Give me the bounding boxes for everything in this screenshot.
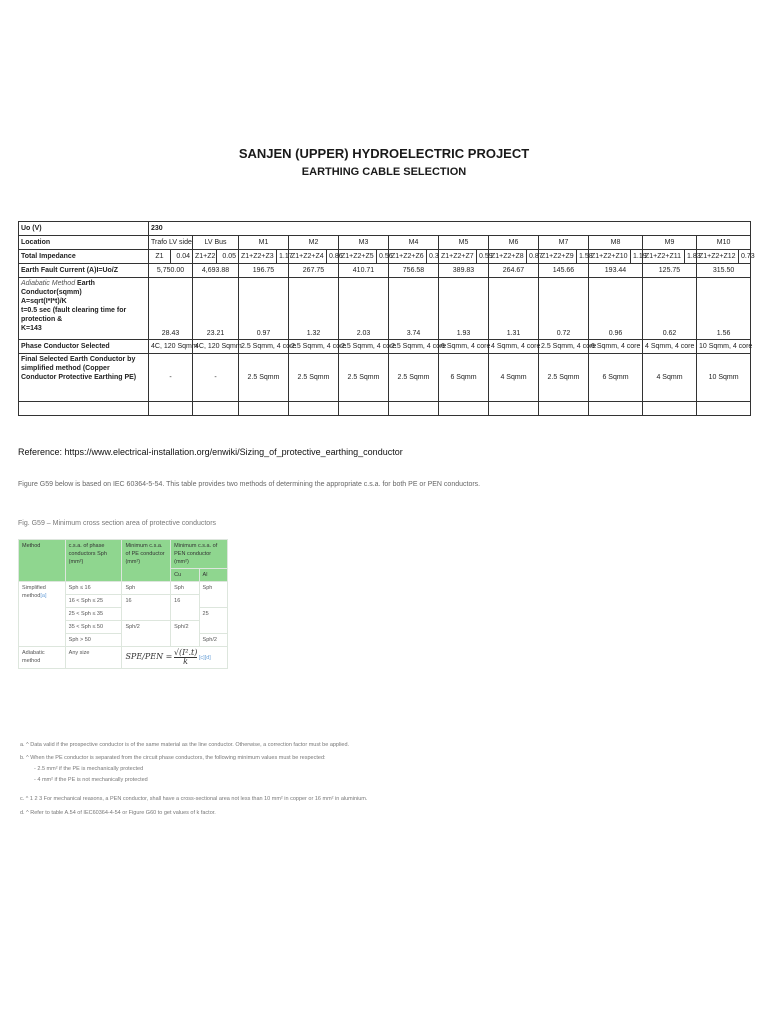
adiabatic-value: 0.97 [239, 278, 289, 340]
impedance-value: 0.86 [327, 250, 339, 264]
phase-value: 4C, 120 Sqmm [149, 340, 193, 354]
final-value: 2.5 Sqmm [339, 354, 389, 402]
fault-value: 4,693.88 [193, 264, 239, 278]
uo-label: Uo (V) [19, 222, 149, 236]
fault-value: 145.66 [539, 264, 589, 278]
location-cell: M10 [697, 236, 751, 250]
fig-simplified-method [19, 582, 66, 647]
impedance-expr: Z1+Z2 [193, 250, 217, 264]
footnote-b2: - 4 mm² if the PE is not mechanically protected [34, 777, 148, 783]
figure-intro: Figure G59 below is based on IEC 60364-5-54. This table provides two methods of determining the appropriate c.s.a. for both PE or PEN conductors. [18, 481, 481, 488]
location-cell: M1 [239, 236, 289, 250]
location-cell: M8 [589, 236, 643, 250]
adiabatic-conductor-label: Earth Conductor(sqmm) [21, 280, 95, 296]
fig-simplified-label: Simplified method [22, 585, 46, 599]
adiabatic-label [19, 278, 149, 340]
earthing-cable-table [18, 221, 755, 416]
footnote-ref[interactable]: [c][d] [198, 654, 211, 661]
fig-pe-cell: Sph/2 [122, 621, 171, 647]
final-label: Final Selected Earth Conductor by simplified method (Copper Conductor Protective Earthing PE) [19, 354, 149, 402]
fig-csa-cell: 35 < Sph ≤ 50 [65, 621, 122, 634]
fault-value: 315.50 [697, 264, 751, 278]
fig-row [19, 582, 228, 595]
fault-label: Earth Fault Current (A)I=Uo/Z [19, 264, 149, 278]
reference-link[interactable]: Reference: https://www.electrical-installation.org/enwiki/Sizing_of_protective_earthing_conductor [18, 447, 403, 457]
impedance-expr: Z1+Z2+Z10 [589, 250, 631, 264]
impedance-value: 0.56 [377, 250, 389, 264]
empty-cell [439, 402, 489, 416]
fault-value: 267.75 [289, 264, 339, 278]
adiabatic-value: 2.03 [339, 278, 389, 340]
fig-csa-cell: 16 < Sph ≤ 25 [65, 595, 122, 608]
fault-value: 193.44 [589, 264, 643, 278]
phase-value: 2.5 Sqmm, 4 core [539, 340, 589, 354]
row-uo [19, 222, 751, 236]
empty-cell [239, 402, 289, 416]
formula-denominator: k [183, 657, 189, 666]
uo-value: 230 [149, 222, 751, 236]
location-cell: M2 [289, 236, 339, 250]
fig-header-al: Al [199, 569, 227, 582]
empty-cell [19, 402, 149, 416]
adiabatic-value: 1.31 [489, 278, 539, 340]
impedance-value: 0.87 [527, 250, 539, 264]
impedance-expr: Z1+Z2+Z8 [489, 250, 527, 264]
impedance-value: 0.73 [739, 250, 751, 264]
impedance-expr: Z1 [149, 250, 171, 264]
fig-pe-cell: Sph [122, 582, 171, 595]
location-cell: Trafo LV side [149, 236, 193, 250]
impedance-value: 0.05 [217, 250, 239, 264]
footnote-b: b. ^ When the PE conductor is separated from the circuit phase conductors, the following minimum values must be respected: [20, 755, 326, 761]
final-value: 2.5 Sqmm [239, 354, 289, 402]
location-label: Location [19, 236, 149, 250]
document-subtitle: EARTHING CABLE SELECTION [301, 166, 467, 178]
impedance-value: 1.58 [577, 250, 589, 264]
fault-value: 125.75 [643, 264, 697, 278]
adiabatic-value: 0.72 [539, 278, 589, 340]
empty-cell [289, 402, 339, 416]
final-value: 4 Sqmm [489, 354, 539, 402]
fig-csa-cell: Sph ≤ 16 [65, 582, 122, 595]
final-value: - [149, 354, 193, 402]
fig-header-pe: Minimum c.s.a. of PE conductor (mm²) [122, 540, 171, 582]
final-value: 6 Sqmm [439, 354, 489, 402]
phase-value: 10 Sqmm, 4 core [697, 340, 751, 354]
adiabatic-method-label: Adiabatic Method [21, 280, 76, 287]
phase-value: 4C, 120 Sqmm [193, 340, 239, 354]
location-cell: M9 [643, 236, 697, 250]
row-phase-conductor [19, 340, 751, 354]
final-value: 10 Sqmm [697, 354, 751, 402]
fig-al-cell: 25 [199, 608, 227, 634]
adiabatic-value: 1.56 [697, 278, 751, 340]
impedance-expr: Z1+Z2+Z11 [643, 250, 685, 264]
impedance-label: Total Impedance [19, 250, 149, 264]
fig-cu-cell: 16 [171, 595, 199, 621]
footnote-ref[interactable]: [a] [40, 593, 47, 599]
location-cell: M6 [489, 236, 539, 250]
adiabatic-value: 0.96 [589, 278, 643, 340]
fig-header-pen: Minimum c.s.a. of PEN conductor (mm²) [171, 540, 228, 569]
fig-al-cell: Sph/2 [199, 634, 227, 647]
location-cell: M3 [339, 236, 389, 250]
empty-cell [339, 402, 389, 416]
location-cell: M5 [439, 236, 489, 250]
adiabatic-value: 3.74 [389, 278, 439, 340]
fault-value: 5,750.00 [149, 264, 193, 278]
footnote-c: c. ^ 1 2 3 For mechanical reasons, a PEN conductor, shall have a cross-sectional area not less than 10 mm² in copper or 16 mm² in aluminium. [20, 796, 368, 802]
impedance-expr: Z1+Z2+Z6 [389, 250, 427, 264]
adiabatic-k: K=143 [21, 325, 42, 332]
final-value: 2.5 Sqmm [539, 354, 589, 402]
final-value: 2.5 Sqmm [389, 354, 439, 402]
fig-al-cell: Sph [199, 582, 227, 608]
footnote-a: a. ^ Data valid if the prospective conductor is of the same material as the line conductor. Otherwise, a correction factor must be applied. [20, 742, 350, 748]
final-value: - [193, 354, 239, 402]
phase-value: 2.5 Sqmm, 4 core [239, 340, 289, 354]
row-location [19, 236, 751, 250]
impedance-value: 0.04 [171, 250, 193, 264]
impedance-value: 0.59 [477, 250, 489, 264]
phase-value: 6 Sqmm, 4 core [439, 340, 489, 354]
fig-any-size: Any size [65, 647, 122, 669]
adiabatic-value: 0.62 [643, 278, 697, 340]
impedance-expr: Z1+Z2+Z5 [339, 250, 377, 264]
fault-value: 264.67 [489, 264, 539, 278]
fault-value: 410.71 [339, 264, 389, 278]
adiabatic-value: 28.43 [149, 278, 193, 340]
formula-numerator: √(I².t) [173, 648, 198, 657]
phase-value: 2.5 Sqmm, 4 core [339, 340, 389, 354]
row-adiabatic [19, 278, 751, 340]
impedance-value: 0.3 [427, 250, 439, 264]
final-value: 2.5 Sqmm [289, 354, 339, 402]
fault-value: 756.58 [389, 264, 439, 278]
formula-fraction [174, 649, 197, 666]
fig-header-cu: Cu [171, 569, 199, 582]
formula-lhs: SPE/PEN = [125, 651, 173, 661]
footnote-d: d. ^ Refer to table A.54 of IEC60364-4-54 or Figure G60 to get values of k factor. [20, 810, 216, 816]
empty-cell [489, 402, 539, 416]
document-title: SANJEN (UPPER) HYDROELECTRIC PROJECT [238, 146, 530, 161]
impedance-value: 1.19 [631, 250, 643, 264]
adiabatic-time: t=0.5 sec (fault clearing time for protection & [21, 307, 127, 323]
empty-cell [193, 402, 239, 416]
fig-row-adiabatic [19, 647, 228, 669]
footnote-b1: - 2.5 mm² if the PE is mechanically protected [34, 766, 144, 772]
row-impedance [19, 250, 751, 264]
adiabatic-value: 23.21 [193, 278, 239, 340]
fig-header-row [19, 540, 228, 569]
empty-cell [539, 402, 589, 416]
fig-header-csa: c.s.a. of phase conductors Sph (mm²) [65, 540, 122, 582]
fault-value: 196.75 [239, 264, 289, 278]
adiabatic-formula: A=sqrt(I*I*t)/K [21, 298, 67, 305]
phase-label: Phase Conductor Selected [19, 340, 149, 354]
impedance-value: 1.83 [685, 250, 697, 264]
fig-cu-cell: Sph [171, 582, 199, 595]
phase-value: 2.5 Sqmm, 4 core [289, 340, 339, 354]
impedance-expr: Z1+Z2+Z9 [539, 250, 577, 264]
protective-conductor-table [18, 539, 228, 669]
impedance-value: 1.17 [277, 250, 289, 264]
fig-pe-cell: 16 [122, 595, 171, 621]
fig-adiabatic-method: Adiabatic method [19, 647, 66, 669]
empty-cell [149, 402, 193, 416]
empty-cell [643, 402, 697, 416]
fig-cu-cell: Sph/2 [171, 621, 199, 647]
impedance-expr: Z1+Z2+Z4 [289, 250, 327, 264]
impedance-expr: Z1+Z2+Z12 [697, 250, 739, 264]
final-value: 6 Sqmm [589, 354, 643, 402]
location-cell: M7 [539, 236, 589, 250]
adiabatic-value: 1.93 [439, 278, 489, 340]
phase-value: 2.5 Sqmm, 4 core [389, 340, 439, 354]
fig-header-method: Method [19, 540, 66, 582]
location-cell: LV Bus [193, 236, 239, 250]
final-value: 4 Sqmm [643, 354, 697, 402]
location-cell: M4 [389, 236, 439, 250]
impedance-expr: Z1+Z2+Z3 [239, 250, 277, 264]
fault-value: 389.83 [439, 264, 489, 278]
fig-csa-cell: Sph > 50 [65, 634, 122, 647]
adiabatic-value: 1.32 [289, 278, 339, 340]
phase-value: 4 Sqmm, 4 core [489, 340, 539, 354]
phase-value: 4 Sqmm, 4 core [643, 340, 697, 354]
figure-caption: Fig. G59 – Minimum cross section area of protective conductors [18, 520, 217, 527]
phase-value: 6 Sqmm, 4 core [589, 340, 643, 354]
row-empty [19, 402, 751, 416]
empty-cell [389, 402, 439, 416]
row-final-earth-conductor [19, 354, 751, 402]
fig-adiabatic-formula [122, 647, 228, 669]
fig-csa-cell: 25 < Sph ≤ 35 [65, 608, 122, 621]
row-fault-current [19, 264, 751, 278]
impedance-expr: Z1+Z2+Z7 [439, 250, 477, 264]
empty-cell [589, 402, 643, 416]
empty-cell [697, 402, 751, 416]
